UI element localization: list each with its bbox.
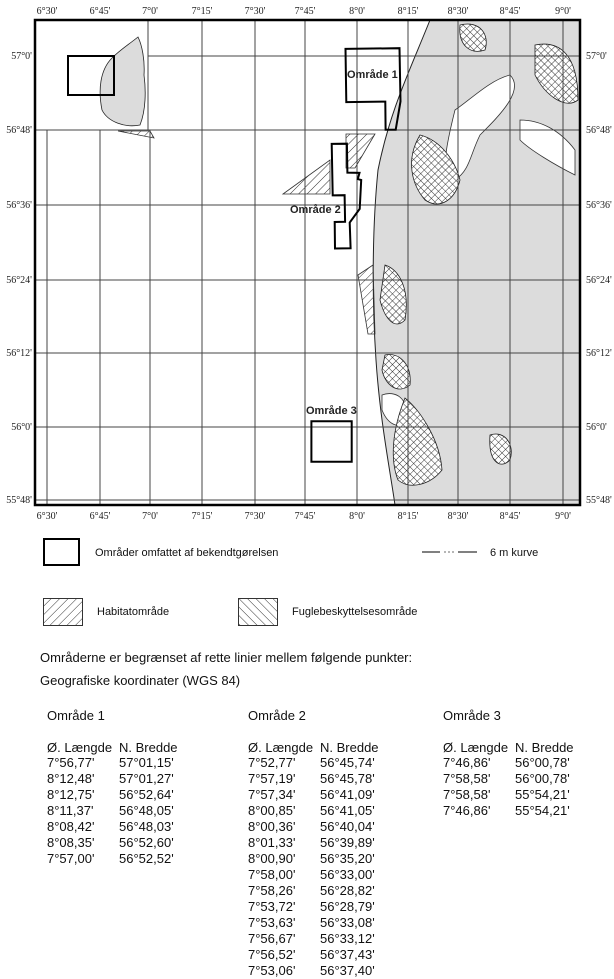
table-row xyxy=(47,851,178,867)
latitude-cell: 56°52,60' xyxy=(119,835,174,850)
latitude-cell: 56°40,04' xyxy=(320,819,375,834)
col-header-latitude: N. Bredde xyxy=(119,740,178,755)
longitude-tick-label: 7°0' xyxy=(142,511,158,520)
latitude-cell: 56°41,05' xyxy=(320,803,375,818)
col-header-longitude: Ø. Længde xyxy=(248,740,314,755)
col-header-latitude: N. Bredde xyxy=(515,740,574,755)
table-row xyxy=(47,755,178,771)
table-row xyxy=(248,803,379,819)
table-title: Område 3 xyxy=(443,708,501,723)
legend-areas-covered: Områder omfattet af bekendtgørelsen xyxy=(95,547,279,559)
latitude-cell: 56°48,05' xyxy=(119,803,174,818)
table-row xyxy=(47,819,178,835)
longitude-cell: 7°56,52' xyxy=(248,947,296,962)
longitude-tick-label: 8°45' xyxy=(499,6,521,17)
longitude-cell: 7°56,67' xyxy=(248,931,296,946)
legend-bird-protection: Fuglebeskyttelsesområde xyxy=(292,606,418,618)
habitat-area xyxy=(358,265,375,334)
area-2-label: Område 2 xyxy=(290,204,341,216)
longitude-tick-label: 8°0' xyxy=(349,6,365,17)
table-row xyxy=(248,867,379,883)
latitude-tick-label: 56°12' xyxy=(586,348,612,359)
latitude-cell: 56°48,03' xyxy=(119,819,174,834)
latitude-cell: 56°00,78' xyxy=(515,771,570,786)
latitude-tick-label: 56°12' xyxy=(6,348,32,359)
longitude-tick-label: 7°15' xyxy=(191,511,213,520)
table-row xyxy=(443,771,574,787)
latitude-cell: 56°37,40' xyxy=(320,963,375,978)
table-row xyxy=(47,787,178,803)
longitude-cell: 8°01,33' xyxy=(248,835,296,850)
longitude-cell: 7°58,58' xyxy=(443,787,491,802)
latitude-cell: 56°45,78' xyxy=(320,771,375,786)
latitude-cell: 56°52,52' xyxy=(119,851,174,866)
datum-text: Geografiske koordinater (WGS 84) xyxy=(40,673,241,688)
latitude-tick-label: 56°24' xyxy=(6,275,32,286)
habitat-area xyxy=(346,134,375,168)
col-header-latitude: N. Bredde xyxy=(320,740,379,755)
table-row xyxy=(248,883,379,899)
latitude-cell: 56°45,74' xyxy=(320,755,375,770)
table-row xyxy=(443,755,574,771)
longitude-cell: 8°08,35' xyxy=(47,835,95,850)
area-3-label: Område 3 xyxy=(306,405,357,417)
area-1-label: Område 1 xyxy=(347,69,398,81)
table-row xyxy=(248,819,379,835)
longitude-cell: 7°53,63' xyxy=(248,915,296,930)
longitude-tick-label: 6°30' xyxy=(36,6,58,17)
longitude-cell: 7°46,86' xyxy=(443,803,491,818)
latitude-tick-label: 55°48' xyxy=(6,495,32,506)
longitude-cell: 8°00,36' xyxy=(248,819,296,834)
latitude-cell: 56°28,79' xyxy=(320,899,375,914)
longitude-tick-label: 8°30' xyxy=(447,511,469,520)
table-row xyxy=(248,787,379,803)
longitude-cell: 7°58,58' xyxy=(443,771,491,786)
table-row xyxy=(248,947,379,963)
longitude-tick-label: 6°45' xyxy=(89,511,111,520)
table-title: Område 2 xyxy=(248,708,306,723)
latitude-cell: 56°00,78' xyxy=(515,755,570,770)
legend-bird-protection-icon xyxy=(238,598,278,626)
longitude-cell: 8°00,90' xyxy=(248,851,296,866)
longitude-cell: 8°11,37' xyxy=(47,803,94,818)
latitude-cell: 56°37,43' xyxy=(320,947,375,962)
legend-habitat-icon xyxy=(43,598,83,626)
legend-depth-curve-icon xyxy=(422,548,477,556)
coordinates-table-area-3 xyxy=(443,708,574,819)
col-header-longitude: Ø. Længde xyxy=(443,740,509,755)
longitude-cell: 7°57,00' xyxy=(47,851,95,866)
table-row xyxy=(47,835,178,851)
table-row xyxy=(248,915,379,931)
table-row xyxy=(248,771,379,787)
table-row xyxy=(443,803,574,819)
latitude-tick-label: 56°48' xyxy=(6,125,32,136)
longitude-tick-label: 8°15' xyxy=(397,6,419,17)
longitude-tick-label: 7°15' xyxy=(191,6,213,17)
latitude-tick-label: 56°24' xyxy=(586,275,612,286)
longitude-tick-label: 6°30' xyxy=(36,511,58,520)
coordinates-table-area-2 xyxy=(248,708,379,979)
table-row xyxy=(248,931,379,947)
col-header-longitude: Ø. Længde xyxy=(47,740,113,755)
longitude-tick-label: 9°0' xyxy=(555,6,571,17)
longitude-cell: 7°53,06' xyxy=(248,963,296,978)
table-row xyxy=(248,851,379,867)
habitat-area xyxy=(283,160,330,194)
intro-text: Områderne er begrænset af rette linier mellem følgende punkter: xyxy=(40,650,413,665)
longitude-tick-label: 7°45' xyxy=(294,6,316,17)
table-row xyxy=(47,771,178,787)
legend-habitat: Habitatområde xyxy=(97,606,170,618)
longitude-cell: 8°12,48' xyxy=(47,771,95,786)
latitude-tick-label: 56°0' xyxy=(586,422,607,433)
latitude-cell: 56°52,64' xyxy=(119,787,174,802)
latitude-tick-label: 57°0' xyxy=(11,51,32,62)
longitude-tick-label: 8°15' xyxy=(397,511,419,520)
latitude-cell: 56°39,89' xyxy=(320,835,375,850)
coordinates-table-area-1 xyxy=(47,708,178,867)
habitat-area xyxy=(118,131,154,138)
longitude-tick-label: 9°0' xyxy=(555,511,571,520)
latitude-cell: 57°01,27' xyxy=(119,771,174,786)
table-row xyxy=(248,835,379,851)
table-row xyxy=(248,899,379,915)
longitude-cell: 8°08,42' xyxy=(47,819,95,834)
longitude-cell: 7°46,86' xyxy=(443,755,491,770)
longitude-tick-label: 8°0' xyxy=(349,511,365,520)
longitude-tick-label: 7°30' xyxy=(244,6,266,17)
longitude-cell: 7°58,00' xyxy=(248,867,296,882)
longitude-cell: 7°57,19' xyxy=(248,771,296,786)
longitude-cell: 7°52,77' xyxy=(248,755,296,770)
table-row xyxy=(248,755,379,771)
longitude-tick-label: 7°45' xyxy=(294,511,316,520)
longitude-cell: 7°57,34' xyxy=(248,787,296,802)
longitude-cell: 8°12,75' xyxy=(47,787,95,802)
table-row xyxy=(443,787,574,803)
latitude-cell: 56°33,12' xyxy=(320,931,375,946)
longitude-tick-label: 8°30' xyxy=(447,6,469,17)
latitude-tick-label: 56°36' xyxy=(6,200,32,211)
latitude-cell: 55°54,21' xyxy=(515,787,570,802)
latitude-cell: 56°28,82' xyxy=(320,883,375,898)
latitude-cell: 56°33,00' xyxy=(320,867,375,882)
latitude-tick-label: 57°0' xyxy=(586,51,607,62)
longitude-cell: 7°58,26' xyxy=(248,883,296,898)
longitude-cell: 7°56,77' xyxy=(47,755,95,770)
longitude-cell: 8°00,85' xyxy=(248,803,296,818)
table-row xyxy=(47,803,178,819)
legend-area-box-icon xyxy=(43,538,80,566)
longitude-cell: 7°53,72' xyxy=(248,899,296,914)
latitude-cell: 57°01,15' xyxy=(119,755,174,770)
latitude-tick-label: 56°0' xyxy=(11,422,32,433)
latitude-cell: 56°33,08' xyxy=(320,915,375,930)
longitude-tick-label: 7°0' xyxy=(142,6,158,17)
longitude-tick-label: 7°30' xyxy=(244,511,266,520)
longitude-tick-label: 8°45' xyxy=(499,511,521,520)
latitude-cell: 55°54,21' xyxy=(515,803,570,818)
table-title: Område 1 xyxy=(47,708,105,723)
legend-depth-curve: 6 m kurve xyxy=(490,547,539,559)
longitude-tick-label: 6°45' xyxy=(89,6,111,17)
latitude-tick-label: 56°48' xyxy=(586,125,612,136)
latitude-tick-label: 55°48' xyxy=(586,495,612,506)
latitude-cell: 56°41,09' xyxy=(320,787,375,802)
latitude-tick-label: 56°36' xyxy=(586,200,612,211)
table-row xyxy=(248,963,379,979)
latitude-cell: 56°35,20' xyxy=(320,851,375,866)
